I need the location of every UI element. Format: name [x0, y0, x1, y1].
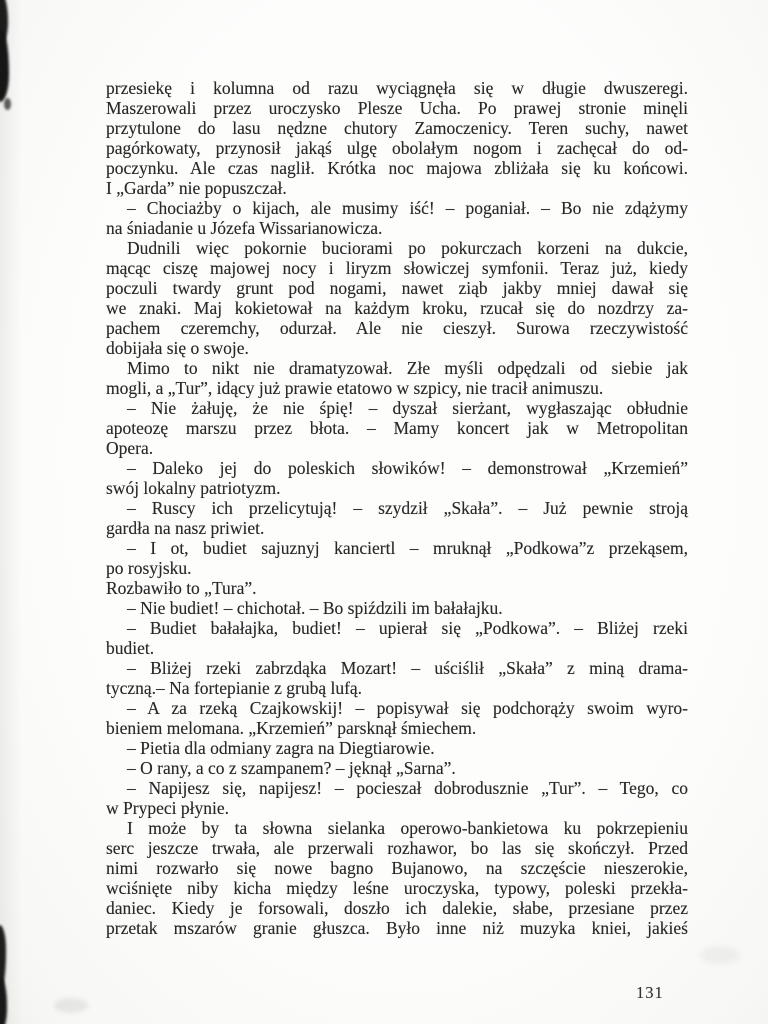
text-line: – Daleko jej do poleskich słowików! – demonstrował „Krzemień” — [127, 458, 688, 478]
text-line: Mimo to nikt nie dramatyzował. Złe myśli odpędzali od siebie jak — [127, 358, 688, 378]
text-line: – Budiet bałałajka, budiet! – upierał się „Podkowa”. – Bliżej rzeki — [127, 618, 688, 638]
text-line: poczynku. Ale czas naglił. Krótka noc majowa zbliżała się ku końcowi. — [106, 158, 688, 178]
text-line: I „Garda” nie popuszczał. — [106, 178, 287, 198]
scan-smudge-top-left — [0, 30, 9, 102]
text-line: w Prypeci płynie. — [106, 798, 229, 818]
text-line: nimi rozwarło się nowe bagno Bujanowo, na szczęście nieszerokie, — [106, 858, 688, 878]
text-line: apoteozę marszu przez błota. – Mamy koncert jak w Metropolitan — [106, 418, 688, 438]
text-line: gardła na nasz priwiet. — [106, 518, 265, 538]
text-line: tyczną.– Na fortepianie z grubą lufą. — [106, 678, 363, 698]
text-line: bieniem melomana. „Krzemień” parsknął śmiechem. — [106, 718, 477, 738]
text-line: budiet. — [106, 638, 155, 658]
text-line: Rozbawiło to „Tura”. — [106, 578, 257, 598]
page-number: 131 — [636, 983, 664, 1002]
text-line: Opera. — [106, 438, 154, 458]
text-line: I może by ta słowna sielanka operowo-bankietowa ku pokrzepieniu — [127, 818, 688, 838]
scan-smudge-bottom-left — [0, 925, 6, 989]
text-line: daniec. Kiedy je forsowali, doszło ich dalekie, słabe, przesiane przez — [106, 898, 688, 918]
text-line: poczuli twardy grunt pod nogami, nawet ziąb jakby mniej dawał się — [106, 278, 688, 298]
text-line: – Napijesz się, napijesz! – pocieszał dobrodusznie „Tur”. – Tego, co — [127, 778, 688, 798]
text-line: we znaki. Maj kokietował na każdym kroku, rzucał się do nozdrzy za- — [106, 298, 688, 318]
text-line: – I ot, budiet sajuznyj kanciertl – mruknął „Podkowa”z przekąsem, — [127, 538, 688, 558]
text-line: – Bliżej rzeki zabrzdąka Mozart! – uściślił „Skała” z miną drama- — [127, 658, 688, 678]
text-line: mogli, a „Tur”, idący już prawie etatowo w szpicy, nie tracił animuszu. — [106, 378, 604, 398]
text-line: przetak mszarów granie głuszca. Było inne niż muzyka kniei, jakieś — [106, 918, 688, 938]
text-line: przesiekę i kolumna od razu wyciągnęła się w długie dwuszeregi. — [106, 78, 688, 98]
text-line: – O rany, a co z szampanem? – jęknął „Sarna”. — [127, 758, 456, 778]
text-line: na śniadanie u Józefa Wissarianowicza. — [106, 218, 383, 238]
scan-smudge-bottom-left — [0, 978, 7, 1024]
scan-smudge-top-left — [0, 0, 8, 44]
scan-smudge-bottom-right — [700, 946, 740, 964]
scan-smudge-top-left — [4, 98, 11, 110]
text-line: – Pietia dla odmiany zagra na Diegtiarowie. — [127, 738, 435, 758]
text-line: – A za rzeką Czajkowskij! – popisywał się podchorąży swoim wyro- — [127, 698, 688, 718]
text-line: dobijała się o swoje. — [106, 338, 249, 358]
scan-smudge-bottom — [54, 998, 88, 1013]
text-line: – Chociażby o kijach, ale musimy iść! – poganiał. – Bo nie zdążymy — [127, 198, 688, 218]
text-line: – Nie budiet! – chichotał. – Bo spiździli im bałałajku. — [127, 598, 503, 618]
text-line: – Nie żałuję, że nie śpię! – dyszał sierżant, wygłaszając obłudnie — [127, 398, 688, 418]
text-line: Maszerowali przez uroczysko Plesze Ucha. Po prawej stronie minęli — [106, 98, 688, 118]
text-line: – Ruscy ich przelicytują! – szydził „Skała”. – Już pewnie stroją — [127, 498, 688, 518]
text-line: przytulone do lasu nędzne chutory Zamoczenicy. Teren suchy, nawet — [106, 118, 688, 138]
text-line: po rosyjsku. — [106, 558, 192, 578]
page-edge-shading — [0, 0, 26, 1024]
body-text — [106, 78, 688, 938]
text-line: pagórkowaty, przynosił jakąś ulgę obolałym nogom i zachęcał do od- — [106, 138, 688, 158]
text-line: swój lokalny patriotyzm. — [106, 478, 281, 498]
text-line: wciśnięte niby kicha między leśne uroczyska, typowy, poleski przekła- — [106, 878, 688, 898]
text-line: mącąc ciszę majowej nocy i liryzm słowiczej symfonii. Teraz już, kiedy — [106, 258, 688, 278]
text-line: serc jeszcze trwała, ale przerwali rozhawor, bo las się skończył. Przed — [106, 838, 688, 858]
text-line: Dudnili więc pokornie buciorami po pokurczach korzeni na dukcie, — [127, 238, 688, 258]
text-line: pachem czeremchy, odurzał. Ale nie cieszył. Surowa rzeczywistość — [106, 318, 688, 338]
